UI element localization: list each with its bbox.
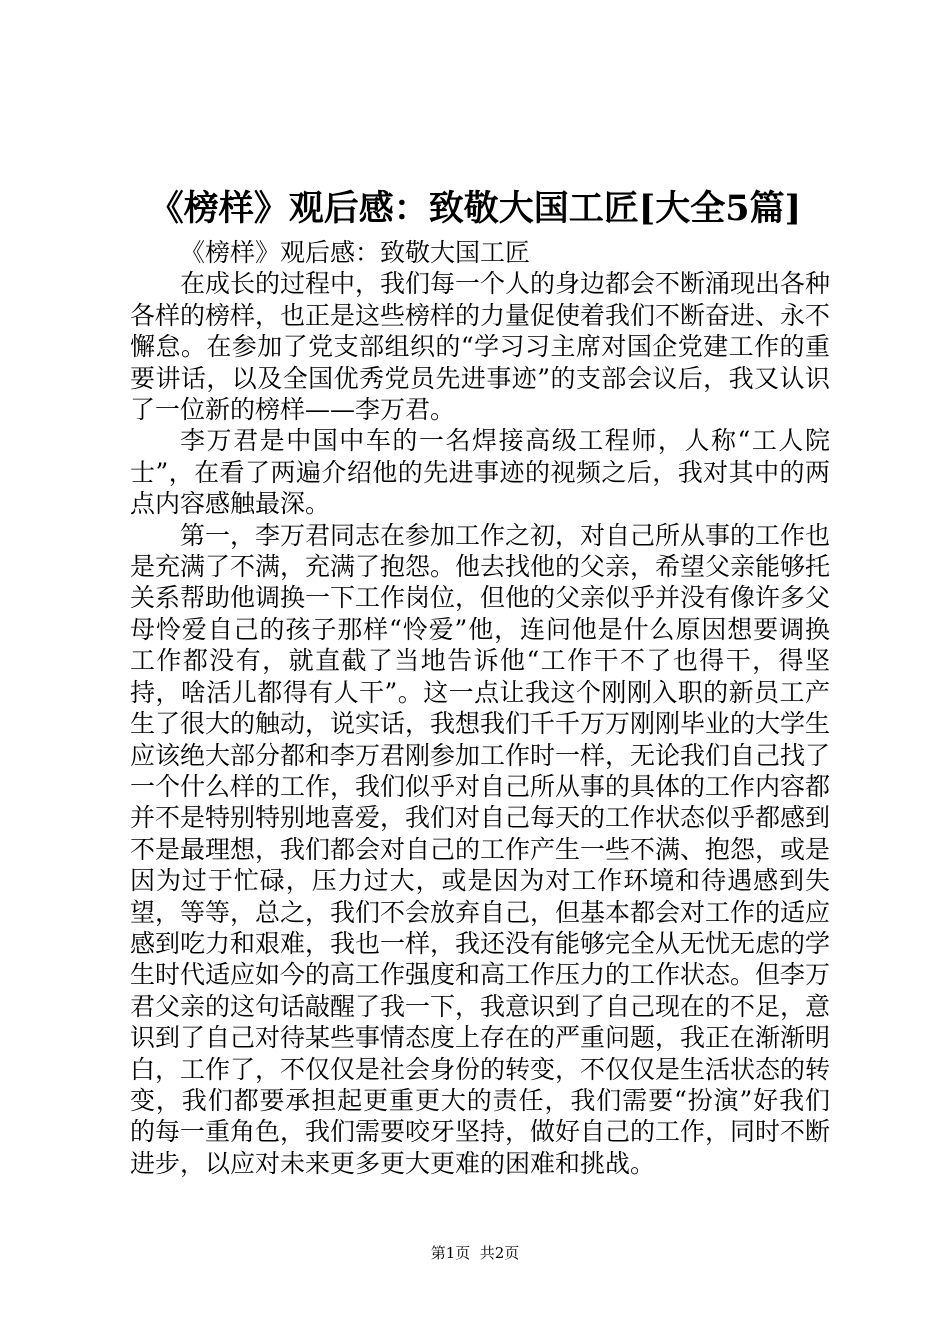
document-title: 《榜样》观后感：致敬大国工匠[大全5篇] <box>148 188 802 229</box>
page-footer <box>0 1243 950 1263</box>
document-body <box>130 237 830 1179</box>
paragraph-1: 在成长的过程中，我们每一个人的身边都会不断涌现出各种各样的榜样，也正是这些榜样的力量促使着我们不断奋进、永不懈怠。在参加了党支部组织的“学习习主席对国企党建工作的重要讲话，以及全国优秀党员先进事迹”的支部会议后，我又认识了一位新的榜样——李万君。 <box>130 269 831 425</box>
paragraph-subtitle: 《榜样》观后感：致敬大国工匠 <box>180 238 531 267</box>
paragraph-3: 第一，李万君同志在参加工作之初，对自己所从事的工作也是充满了不满，充满了抱怨。他去找他的父亲，希望父亲能够托关系帮助他调换一下工作岗位，但他的父亲似乎并没有像许多父母怜爱自己的孩子那样“怜爱”他，连问他是什么原因想要调换工作都没有，就直截了当地告诉他“工作干不了也得干，得坚持，啥活儿都得有人干”。这一点让我这个刚刚入职的新员工产生了很大的触动，说实话，我想我们千千万万刚刚毕业的大学生应该绝大部分都和李万君刚参加工作时一样，无论我们自己找了一个什么样的工作，我们似乎对自己所从事的具体的工作内容都并不是特别特别地喜爱，我们对自己每天的工作状态似乎都感到不是最理想，我们都会对自己的工作产生一些不满、抱怨，或是因为过于忙碌，压力过大，或是因为对工作环境和待遇感到失望，等等，总之，我们不会放弃自己，但基本都会对工作的适应感到吃力和艰难，我也一样，我还没有能够完全从无忧无虑的学生时代适应如今的高工作强度和高工作压力的工作状态。但李万君父亲的这句话敲醒了我一下，我意识到了自己现在的不足，意识到了自己对待某些事情态度上存在的严重问题，我正在渐渐明白，工作了，不仅仅是社会身份的转变，不仅仅是生活状态的转变，我们都要承担起更重更大的责任，我们需要“扮演”好我们的每一重角色，我们需要咬牙坚持，做好自己的工作，同时不断进步，以应对未来更多更大更难的困难和挑战。 <box>130 520 831 1178</box>
page-number: 第1页 共2页 <box>430 1244 520 1262</box>
paragraph-2: 李万君是中国中车的一名焊接高级工程师，人称“工人院士”，在看了两遍介绍他的先进事迹的视频之后，我对其中的两点内容感触最深。 <box>130 426 830 519</box>
